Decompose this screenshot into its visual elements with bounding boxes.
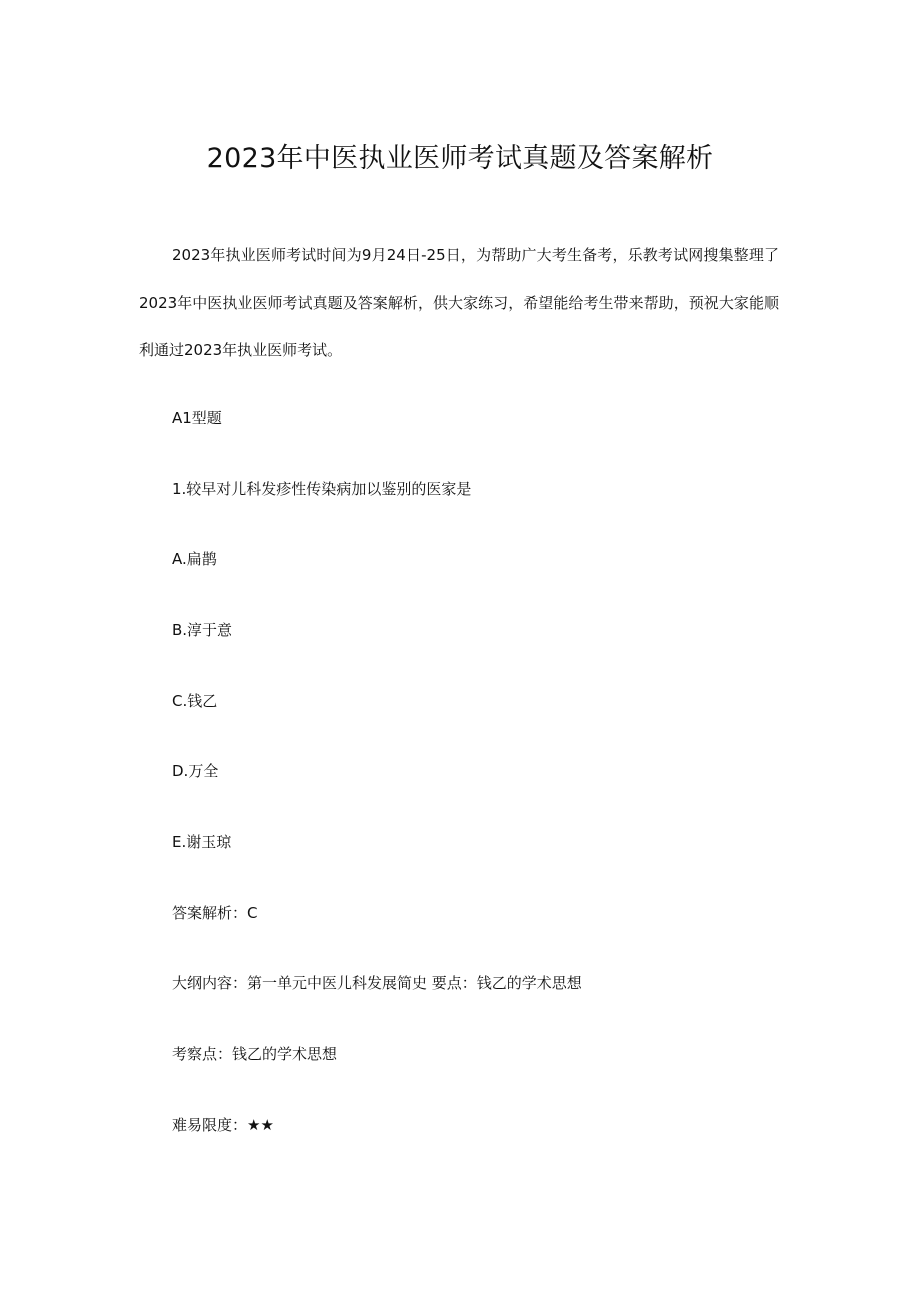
option-b: B.淳于意 (172, 621, 233, 639)
difficulty-label: 难易限度： (172, 1116, 248, 1134)
answer-line: 答案解析：C (172, 904, 258, 922)
section-heading: A1型题 (172, 409, 222, 427)
intro-paragraph: 2023年执业医师考试时间为9月24日-25日，为帮助广大考生备考，乐教考试网搜集整理了2023年中医执业医师考试真题及答案解析，供大家练习，希望能给考生带来帮助，预祝大家能顺利通过2023年执业医师考试。 (139, 246, 779, 359)
option-c: C.钱乙 (172, 692, 218, 710)
outline-line: 大纲内容：第一单元中医儿科发展简史 要点：钱乙的学术思想 (172, 974, 582, 992)
difficulty-stars: ★★ (247, 1116, 274, 1134)
exam-point-line: 考察点：钱乙的学术思想 (172, 1045, 338, 1063)
question-stem: 1.较早对儿科发疹性传染病加以鉴别的医家是 (172, 480, 472, 498)
document-title: 2023年中医执业医师考试真题及答案解析 (206, 143, 714, 174)
option-a: A.扁鹊 (172, 550, 217, 568)
difficulty-line (172, 1114, 274, 1136)
option-d: D.万全 (172, 762, 219, 780)
option-e: E.谢玉琼 (172, 833, 232, 851)
